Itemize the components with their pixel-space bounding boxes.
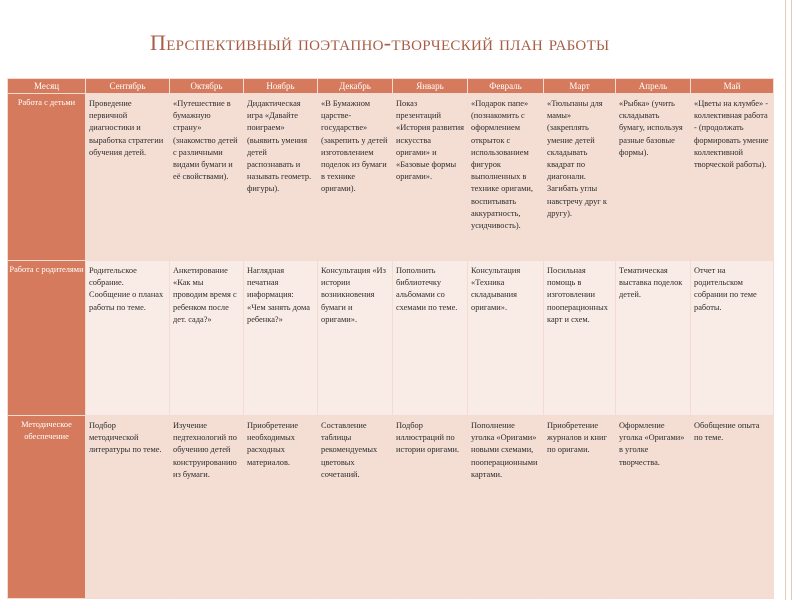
table-cell: Показ презентаций «История развития искусства оригами» и «Базовые формы оригами». — [393, 94, 468, 261]
header-december: Декабрь — [318, 79, 393, 94]
table-cell: «Рыбка» (учить складывать бумагу, используя разные базовые формы). — [616, 94, 691, 261]
header-april: Апрель — [616, 79, 691, 94]
table-row-children — [8, 94, 774, 261]
table-cell: «Путешествие в бумажную страну» (знакомство детей с различными видами бумаги и её свойствами). — [170, 94, 244, 261]
table-cell: «Подарок папе» (познакомить с оформлением открыток с использованием фигурок выполненных в технике оригами, воспитывать аккуратность, усидчивость). — [468, 94, 544, 261]
table-cell: Приобретение необходимых расходных материалов. — [244, 416, 318, 599]
row-label-methodical: Методическое обеспечение — [8, 416, 86, 599]
table-cell: Отчет на родительском собрании по теме работы. — [691, 261, 774, 416]
header-row — [8, 79, 774, 94]
header-february: Февраль — [468, 79, 544, 94]
table-cell: Изучение педтехнологий по обучению детей конструированию из бумаги. — [170, 416, 244, 599]
header-november: Ноябрь — [244, 79, 318, 94]
header-march: Март — [544, 79, 616, 94]
plan-table — [7, 78, 774, 599]
table-cell: Посильная помощь в изготовлении пооперационных карт и схем. — [544, 261, 616, 416]
table-cell: Пополнение уголка «Оригами» новыми схемами, пооперационными картами. — [468, 416, 544, 599]
table-cell: Наглядная печатная информация: «Чем занять дома ребенка?» — [244, 261, 318, 416]
page-title: Перспективный поэтапно-творческий план работы — [150, 30, 610, 55]
table-cell: Дидактическая игра «Давайте поиграем» (выявить умения детей распознавать и называть геометр. фигуры). — [244, 94, 318, 261]
table-cell: Консультация «Техника складывания оригами». — [468, 261, 544, 416]
table-cell: Обобщение опыта по теме. — [691, 416, 774, 599]
header-september: Сентябрь — [86, 79, 170, 94]
header-october: Октябрь — [170, 79, 244, 94]
table-cell: Тематическая выставка поделок детей. — [616, 261, 691, 416]
table-cell: Составление таблицы рекомендуемых цветовых сочетаний. — [318, 416, 393, 599]
table-cell: Родительское собрание. Сообщение о планах работы по теме. — [86, 261, 170, 416]
table-cell: «В Бумажном царстве-государстве» (закрепить у детей изготовлением поделок из бумаги в технике оригами). — [318, 94, 393, 261]
table-cell: Подбор методической литературы по теме. — [86, 416, 170, 599]
table-cell: «Тюльпаны для мамы» (закреплять умение детей складывать квадрат по диагонали. Загибать углы навстречу друг к другу). — [544, 94, 616, 261]
table-cell: Приобретение журналов и книг по оригами. — [544, 416, 616, 599]
table-cell: Подбор иллюстраций по истории оригами. — [393, 416, 468, 599]
table-cell: Консультация «Из истории возникновения бумаги и оригами». — [318, 261, 393, 416]
header-january: Январь — [393, 79, 468, 94]
table-cell: «Цветы на клумбе» - коллективная работа - (продолжать формировать умение коллективной творческой работы). — [691, 94, 774, 261]
table-row-parents — [8, 261, 774, 416]
table-row-methodical — [8, 416, 774, 599]
table-cell: Проведение первичной диагностики и выработка стратегии обучения детей. — [86, 94, 170, 261]
header-may: Май — [691, 79, 774, 94]
row-label-children: Работа с детьми — [8, 94, 86, 261]
table-cell: Анкетирование «Как мы проводим время с ребенком после дет. сада?» — [170, 261, 244, 416]
row-label-parents: Работа с родителями — [8, 261, 86, 416]
table-cell: Оформление уголка «Оригами» в уголке творчества. — [616, 416, 691, 599]
table-cell: Пополнить библиотечку альбомами со схемами по теме. — [393, 261, 468, 416]
header-month: Месяц — [8, 79, 86, 94]
